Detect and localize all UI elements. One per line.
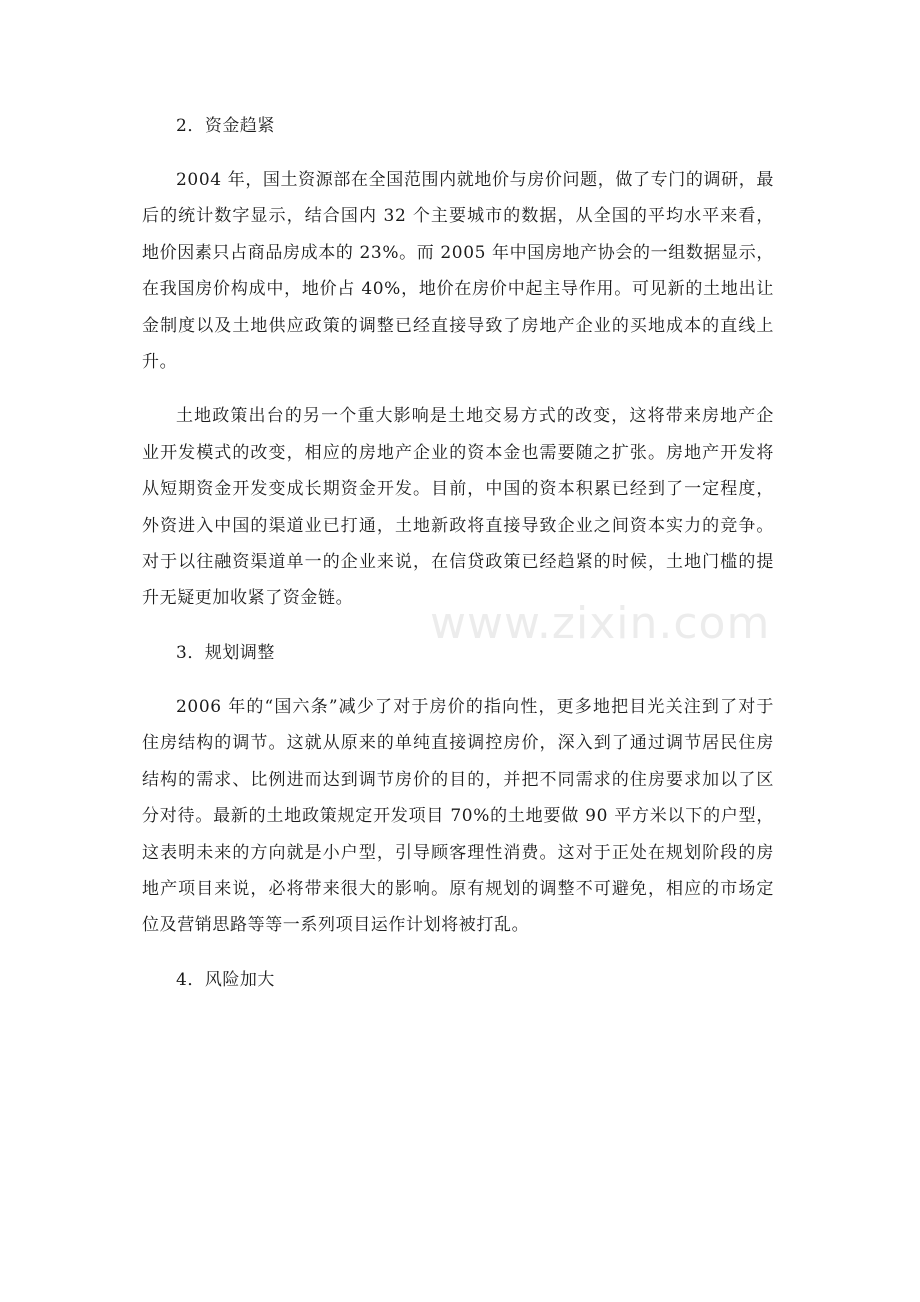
paragraph-land-cost: 2004 年，国土资源部在全国范围内就地价与房价问题，做了专门的调研，最后的统计数字显示，结合国内 32 个主要城市的数据，从全国的平均水平来看，地价因素只占商品房成本的 23%。而 2005 年中国房地产协会的一组数据显示，在我国房价构成中，地价占 40%，地价在房价中起主导作用。可见新的土地出让金制度以及土地供应政策的调整已经直接导致了房地产企业的买地成本的直线上升。 xyxy=(142,170,774,373)
paragraph-planning-adjustment: 2006 年的“国六条”减少了对于房价的指向性，更多地把目光关注到了对于住房结构的调节。这就从原来的单纯直接调控房价，深入到了通过调节居民住房结构的需求、比例进而达到调节房价的目的，并把不同需求的住房要求加以了区分对待。最新的土地政策规定开发项目 70%的土地要做 90 平方米以下的户型，这表明未来的方向就是小户型，引导顾客理性消费。这对于正处在规划阶段的房地产项目来说，必将带来很大的影响。原有规划的调整不可避免，相应的市场定位及营销思路等等一系列项目运作计划将被打乱。 xyxy=(142,696,774,936)
paragraph-land-policy: 土地政策出台的另一个重大影响是土地交易方式的改变，这将带来房地产企业开发模式的改变，相应的房地产企业的资本金也需要随之扩张。房地产开发将从短期资金开发变成长期资金开发。目前，中国的资本积累已经到了一定程度，外资进入中国的渠道业已打通，土地新政将直接导致企业之间资本实力的竞争。对于以往融资渠道单一的企业来说，在信贷政策已经趋紧的时候，土地门槛的提升无疑更加收紧了资金链。 xyxy=(142,406,774,609)
document-body xyxy=(142,108,774,1016)
section-heading-risk: 4．风险加大 xyxy=(176,969,275,990)
section-heading-funding: 2．资金趋紧 xyxy=(176,116,275,136)
section-heading-planning: 3．规划调整 xyxy=(176,642,275,663)
watermark: www.zixin.com xyxy=(430,598,771,649)
